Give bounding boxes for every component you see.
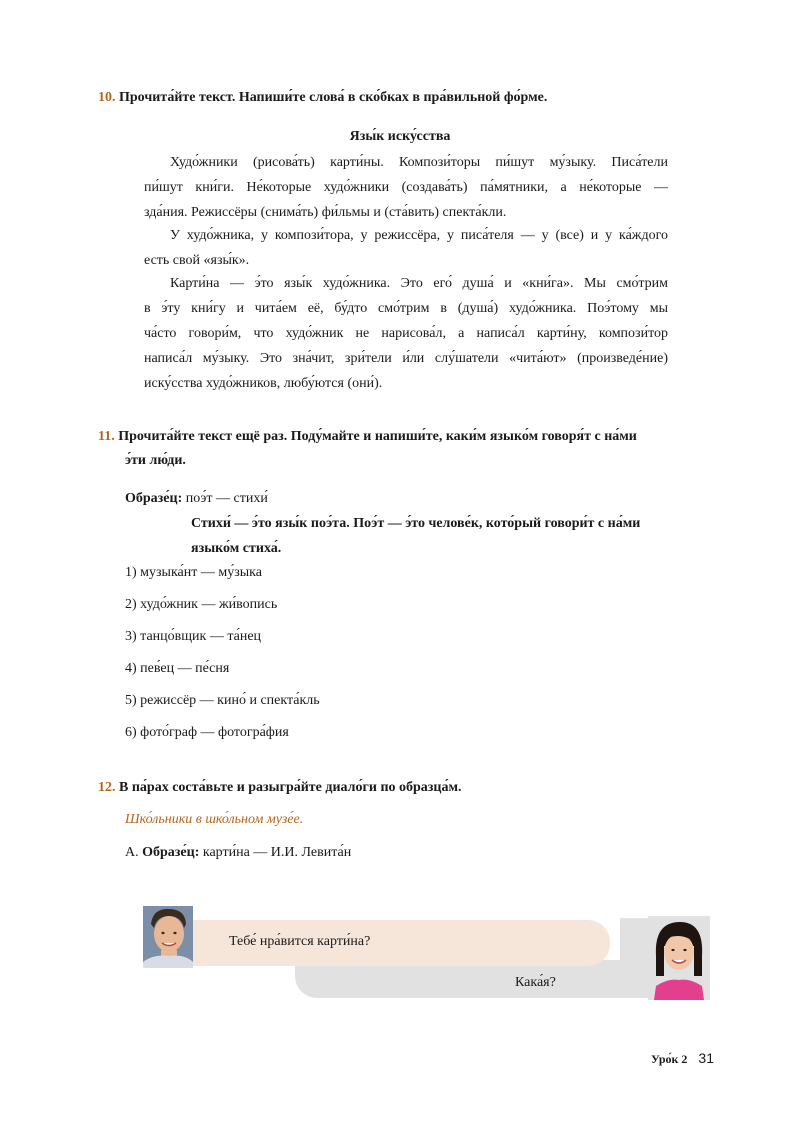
sample-label: Образе́ц: — [125, 491, 183, 506]
dialog-bubble-peach — [160, 920, 610, 966]
list-item: 3) танцо́вщик — та́нец — [125, 629, 262, 644]
page-number: 31 — [698, 1050, 714, 1066]
list-item: 1) музыка́нт — му́зыка — [125, 565, 262, 580]
paragraph-3-line: иску́сства худо́жников, любу́ются (они́). — [144, 376, 383, 391]
paragraph-3-line: Карти́на — э́то язы́к худо́жника. Это его́ душа́ и «кни́га». Мы смо́трим — [170, 276, 668, 291]
task-11-instruction-line1: Прочита́йте текст ещё раз. Поду́майте и напиши́те, каки́м языко́м говоря́т с на́ми — [118, 429, 637, 444]
boy-avatar-icon — [143, 906, 193, 968]
task-11-number: 11. — [98, 429, 115, 444]
task-12-number: 12. — [98, 780, 116, 795]
sample-label: Образе́ц: — [142, 845, 200, 860]
task-10-header — [98, 90, 547, 106]
paragraph-2 — [144, 223, 668, 273]
task-12-sample — [125, 845, 351, 861]
sample-answer-line2: языко́м стиха́. — [191, 541, 282, 556]
paragraph-2-line: У худо́жника, у компози́тора, у режиссёра, у писа́теля — у (все) и у ка́ждого — [170, 228, 668, 243]
list-item: 5) режиссёр — кино́ и спекта́кль — [125, 693, 320, 708]
paragraph-3-line: ча́сто говори́м, что худо́жник не нарисова́л, а написа́л карти́ну, компози́тор — [144, 326, 668, 341]
sample-answer-line1: Стихи́ — э́то язы́к поэ́та. Поэ́т — э́то челове́к, кото́рый говори́т с на́ми — [191, 516, 641, 531]
paragraph-3 — [144, 271, 668, 396]
paragraph-3-line: написа́л му́зыку. Это зна́чит, зри́тели и́ли слу́шатели «чита́ют» (произведе́ние) — [144, 351, 668, 366]
paragraph-3-line: в э́ту кни́гу и чита́ем её, бу́дто смо́трим в (душа́) худо́жника. Поэ́тому мы — [144, 301, 668, 316]
paragraph-1-line: пи́шут кни́ги. Не́которые худо́жники (создава́ть) па́мятники, а не́которые — — [144, 180, 668, 195]
paragraph-2-line: есть свой «язы́к». — [144, 253, 250, 268]
paragraph-1-line: Худо́жники (рисова́ть) карти́ны. Компози́торы пи́шут му́зыку. Писа́тели — [170, 155, 668, 170]
page-footer — [651, 1050, 714, 1067]
paragraph-1-line: зда́ния. Режиссёры (снима́ть) фи́льмы и (ста́вить) спекта́кли. — [144, 205, 507, 220]
task-12-header — [98, 780, 462, 796]
task-11-instruction-line2: э́ти лю́ди. — [125, 453, 186, 468]
dialog-line-2: Кака́я? — [515, 975, 556, 990]
paragraph-1 — [144, 150, 668, 225]
task-11-sample — [125, 491, 268, 507]
list-item: 4) пев́ец — пе́сня — [125, 661, 230, 676]
sample-text: карти́на — И.И. Левита́н — [202, 845, 352, 860]
list-item: 6) фото́граф — фотогра́фия — [125, 725, 289, 740]
list-item: 2) худо́жник — жи́вопись — [125, 597, 278, 612]
task-11-header — [98, 429, 637, 445]
task-12-instruction: В па́рах соста́вьте и разыгра́йте диало́ги по образца́м. — [119, 780, 462, 795]
part-label: А. — [125, 845, 139, 860]
task-10-number: 10. — [98, 90, 116, 105]
sample-text: поэ́т — стихи́ — [185, 491, 268, 506]
dialog-line-1: Тебе́ нра́вится карти́на? — [229, 934, 371, 949]
girl-avatar-icon — [648, 916, 710, 1000]
lesson-label: Уро́к 2 — [651, 1052, 688, 1066]
task-12-context: Шко́льники в шко́льном музе́е. — [125, 812, 304, 827]
task-10-instruction: Прочита́йте текст. Напиши́те слова́ в ско́бках в пра́вильной фо́рме. — [119, 90, 548, 105]
text-title: Язы́к иску́сства — [349, 129, 451, 144]
